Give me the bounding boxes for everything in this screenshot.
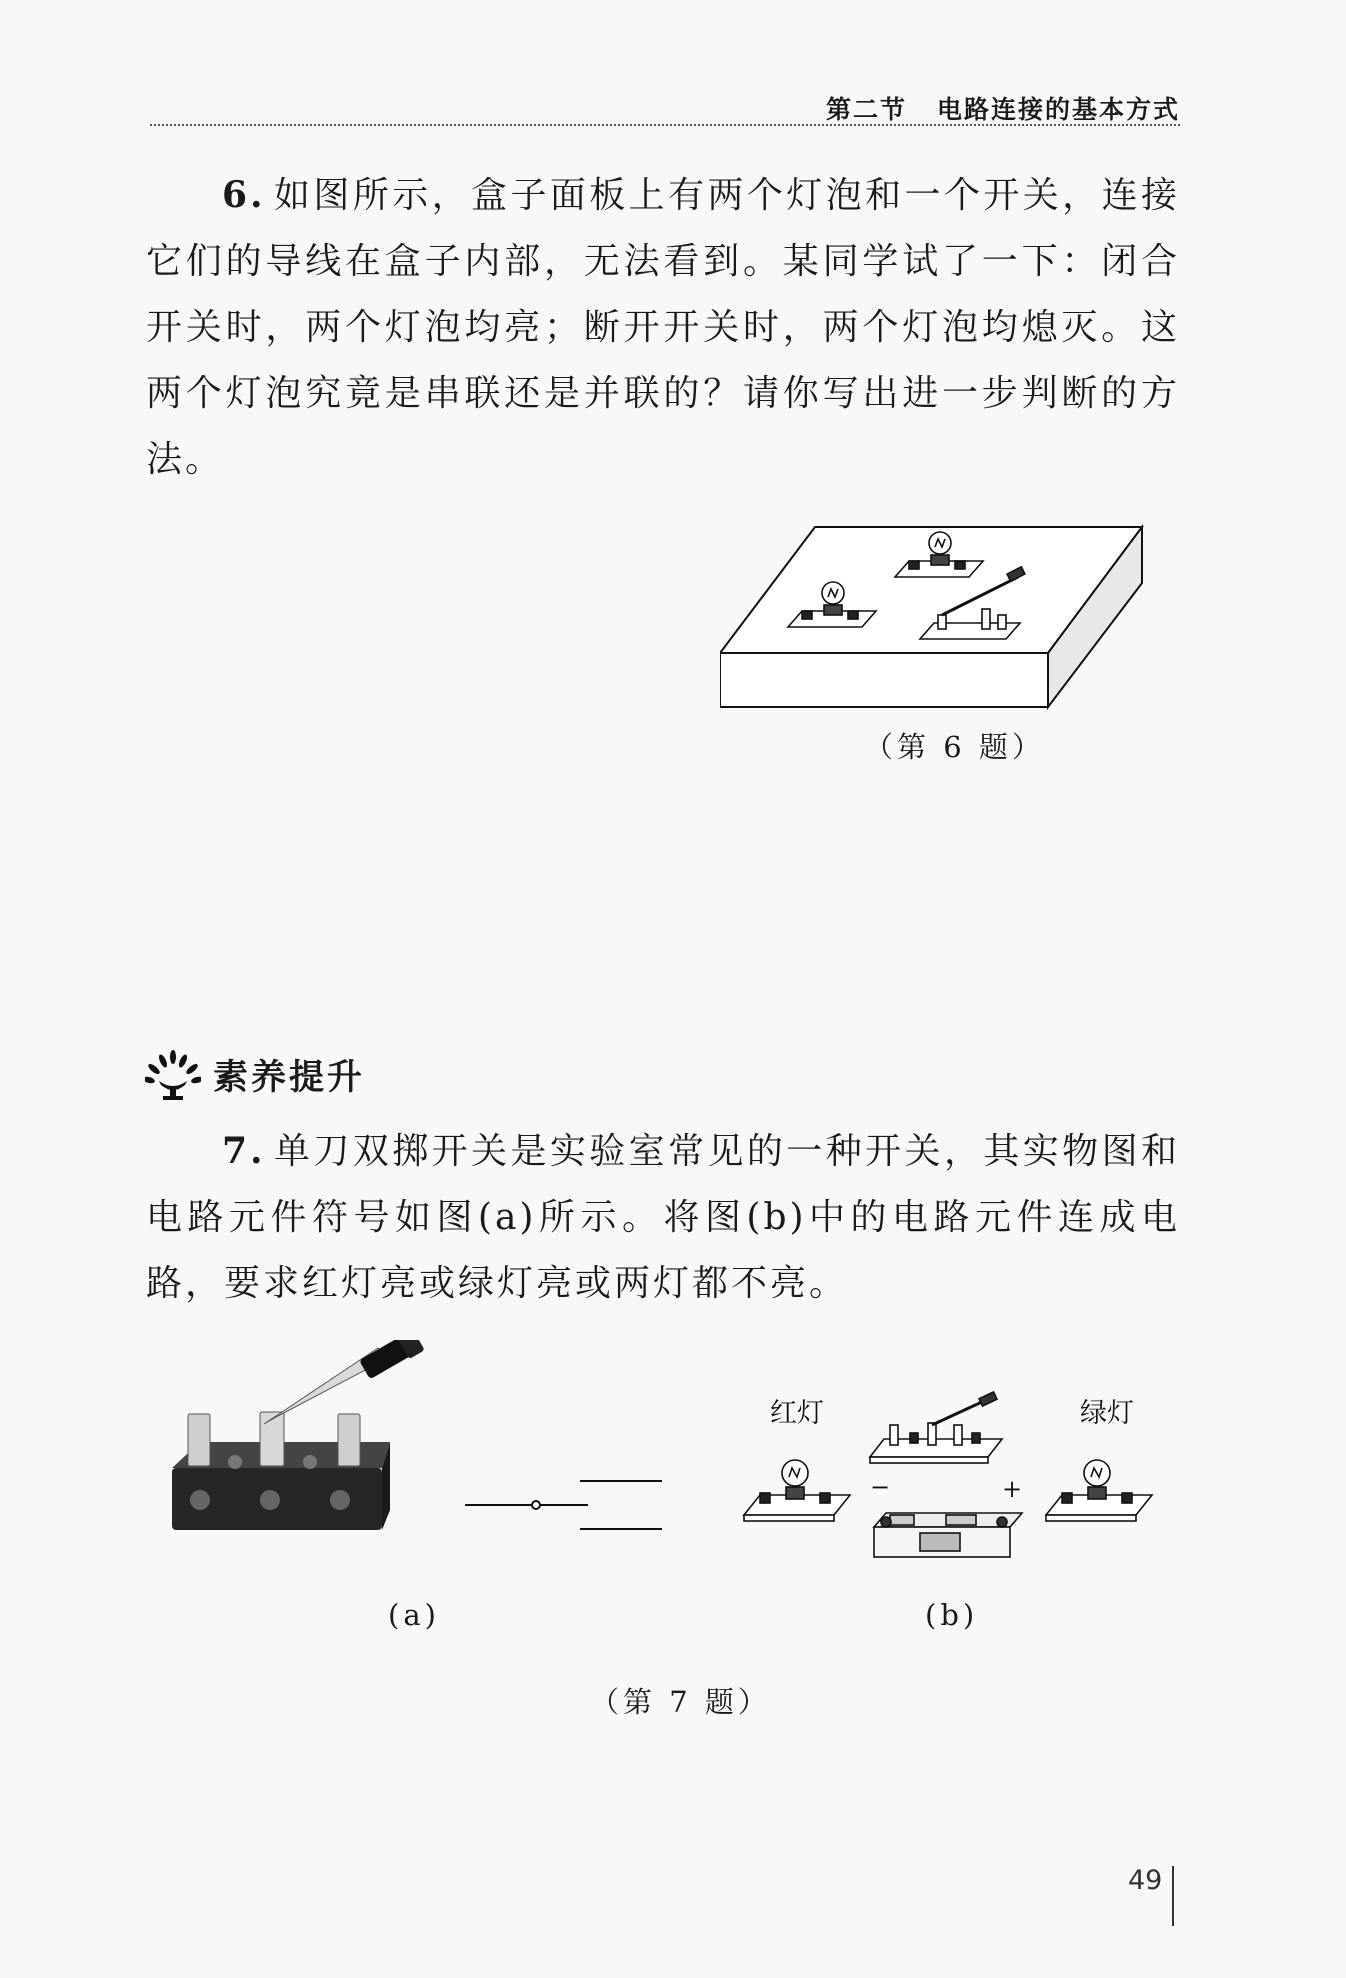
- red-lamp-label: 红灯: [770, 1398, 824, 1429]
- question-7-number: 7.: [222, 1130, 266, 1172]
- question-7-text: [146, 1118, 1180, 1317]
- header-section: 第二节: [825, 95, 907, 124]
- figure-6-caption: （第 6 题）: [864, 730, 1045, 764]
- battery-minus-label: −: [870, 1473, 891, 1501]
- figure-6-box-diagram: [720, 515, 1150, 715]
- red-lamp: [744, 1460, 850, 1521]
- section-title: 素养提升: [213, 1058, 366, 1098]
- figure-7-caption: （第 7 题）: [590, 1685, 771, 1719]
- figure-7a-label: (a): [388, 1598, 440, 1632]
- section-heading: [145, 1045, 365, 1105]
- spdt-switch-symbol: [465, 1481, 662, 1529]
- box-front-face: [720, 653, 1048, 707]
- battery-plus-label: +: [1002, 1475, 1023, 1503]
- header-title: 电路连接的基本方式: [936, 95, 1180, 124]
- battery-component: [874, 1513, 1022, 1557]
- switch-photo: [172, 1340, 425, 1530]
- green-lamp-label: 绿灯: [1080, 1398, 1134, 1429]
- question-6-text: [146, 162, 1180, 493]
- knife-switch-component: [870, 1392, 1002, 1463]
- running-header: [150, 90, 1180, 126]
- figure-7b-label: (b): [925, 1598, 979, 1632]
- laurel-icon: [145, 1049, 201, 1101]
- question-7-body: 单刀双掷开关是实验室常见的一种开关，其实物图和电路元件符号如图(a)所示。将图(b)中的电路元件连成电路，要求红灯亮或绿灯亮或两灯都不亮。: [146, 1131, 1180, 1304]
- figure-7b-components: [740, 1385, 1160, 1575]
- question-6-number: 6.: [222, 174, 266, 216]
- page-number-rule: [1172, 1866, 1174, 1926]
- green-lamp: [1046, 1460, 1152, 1521]
- figure-7a-switch: [160, 1340, 680, 1570]
- question-6-body: 如图所示，盒子面板上有两个灯泡和一个开关，连接它们的导线在盒子内部，无法看到。某同学试了一下：闭合开关时，两个灯泡均亮；断开开关时，两个灯泡均熄灭。这两个灯泡究竟是串联还是并联的？请你写出进一步判断的方法。: [146, 175, 1180, 480]
- page-number: 49: [1128, 1865, 1163, 1896]
